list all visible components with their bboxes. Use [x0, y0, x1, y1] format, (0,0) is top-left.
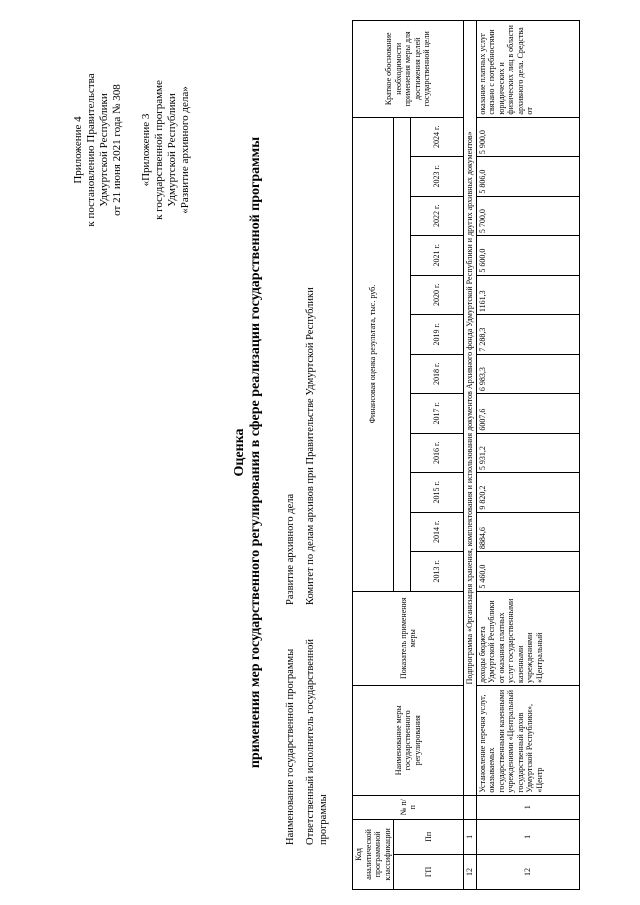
- subprogram-pp: 1: [464, 819, 477, 854]
- year-header: 2016 г.: [411, 433, 464, 473]
- executor-label-line: Ответственный исполнитель государственной: [305, 638, 316, 845]
- header-code: Код аналитической программной классификации: [353, 819, 394, 889]
- subprogram-gp: 12: [464, 854, 477, 889]
- appendix-4-line: Приложение 4: [72, 116, 84, 184]
- header-measure: Наименование меры государственного регулирования: [353, 685, 464, 795]
- appendix-3-line: к государственной программе: [153, 80, 165, 220]
- row-pp: 1: [476, 819, 579, 854]
- table-header-row: [353, 21, 394, 890]
- appendix-4-header: [72, 35, 124, 265]
- header-rationale: Краткое обоснование необходимости применения меры для достижения целей государственной цели: [353, 21, 464, 118]
- year-header: 2013 г.: [411, 552, 464, 592]
- appendix-3-line: «Развитие архивного дела»: [179, 86, 191, 214]
- row-value: 5 806,0: [476, 157, 579, 197]
- document-title: [232, 0, 264, 905]
- appendix-4-line: к постановлению Правительства: [85, 73, 97, 227]
- executor-label-line: программы: [318, 794, 329, 845]
- header-finance: Финансовая оценка результата, тыс. руб.: [353, 117, 394, 591]
- title-line-1: Оценка: [232, 428, 247, 477]
- year-header: 2022 г.: [411, 196, 464, 236]
- row-value: 5 700,0: [476, 196, 579, 236]
- table-row: [476, 21, 579, 890]
- subprogram-title: Подпрограмма «Организация хранения, комплектования и использования документов Архивного фонда Удмуртской Республики и других архивных документов»: [464, 21, 477, 796]
- appendix-3-line: Удмуртской Республики: [166, 93, 178, 207]
- header-gp: ГП: [394, 854, 464, 889]
- program-name-value: Развитие архивного дела: [285, 493, 296, 605]
- header-number: № п/п: [353, 795, 464, 819]
- header-pp: Пп: [394, 819, 464, 854]
- appendix-3-header: [140, 35, 192, 265]
- program-name-label: Наименование государственной программы: [285, 648, 296, 845]
- row-value: 5 931,2: [476, 433, 579, 473]
- executor-label: [304, 605, 330, 845]
- year-header: 2019 г.: [411, 315, 464, 355]
- year-header: 2015 г.: [411, 473, 464, 513]
- row-value: 5 900,0: [476, 117, 579, 157]
- row-value: 6 983,3: [476, 354, 579, 394]
- executor-value: Комитет по делам архивов при Правительстве Удмуртской Республики: [305, 287, 316, 605]
- header-spacer: [394, 117, 411, 591]
- row-value: 6007,6: [476, 394, 579, 434]
- header-indicator: Показатель применения меры: [353, 591, 464, 685]
- row-value: 1161,3: [476, 275, 579, 315]
- appendix-4-line: от 21 июня 2021 года № 308: [111, 84, 123, 216]
- year-header: 2017 г.: [411, 394, 464, 434]
- year-header: 2018 г.: [411, 354, 464, 394]
- regulation-table: [352, 20, 580, 890]
- row-rationale: оказание платных услуг связано с потребностями юридических и физических лиц в области архивного дела. Средства от: [476, 21, 579, 118]
- row-measure: Установление перечня услуг, оказываемых государственными казенными учреждениями «Центральный государственный архив Удмуртской Республики», «Центр: [476, 685, 579, 795]
- row-value: 5 600,0: [476, 236, 579, 276]
- row-gp: 12: [476, 854, 579, 889]
- year-header: 2014 г.: [411, 512, 464, 552]
- subprogram-row: [464, 21, 477, 890]
- row-number: 1: [476, 795, 579, 819]
- year-header: 2023 г.: [411, 157, 464, 197]
- year-header: 2024 г.: [411, 117, 464, 157]
- title-line-2: применения мер государственного регулирования в сфере реализации государственной программы: [248, 136, 263, 769]
- row-value: 8884,6: [476, 512, 579, 552]
- empty-cell: [464, 795, 477, 819]
- row-value: 9 820,2: [476, 473, 579, 513]
- row-value: 7 288,3: [476, 315, 579, 355]
- year-header: 2020 г.: [411, 275, 464, 315]
- year-header: 2021 г.: [411, 236, 464, 276]
- row-indicator: доходы бюджета Удмуртской Республики от оказания платных услуг государственными казенными учреждениями «Центральный: [476, 591, 579, 685]
- row-value: 5 460,0: [476, 552, 579, 592]
- appendix-3-line: «Приложение 3: [140, 113, 152, 187]
- appendix-4-line: Удмуртской Республики: [98, 93, 110, 207]
